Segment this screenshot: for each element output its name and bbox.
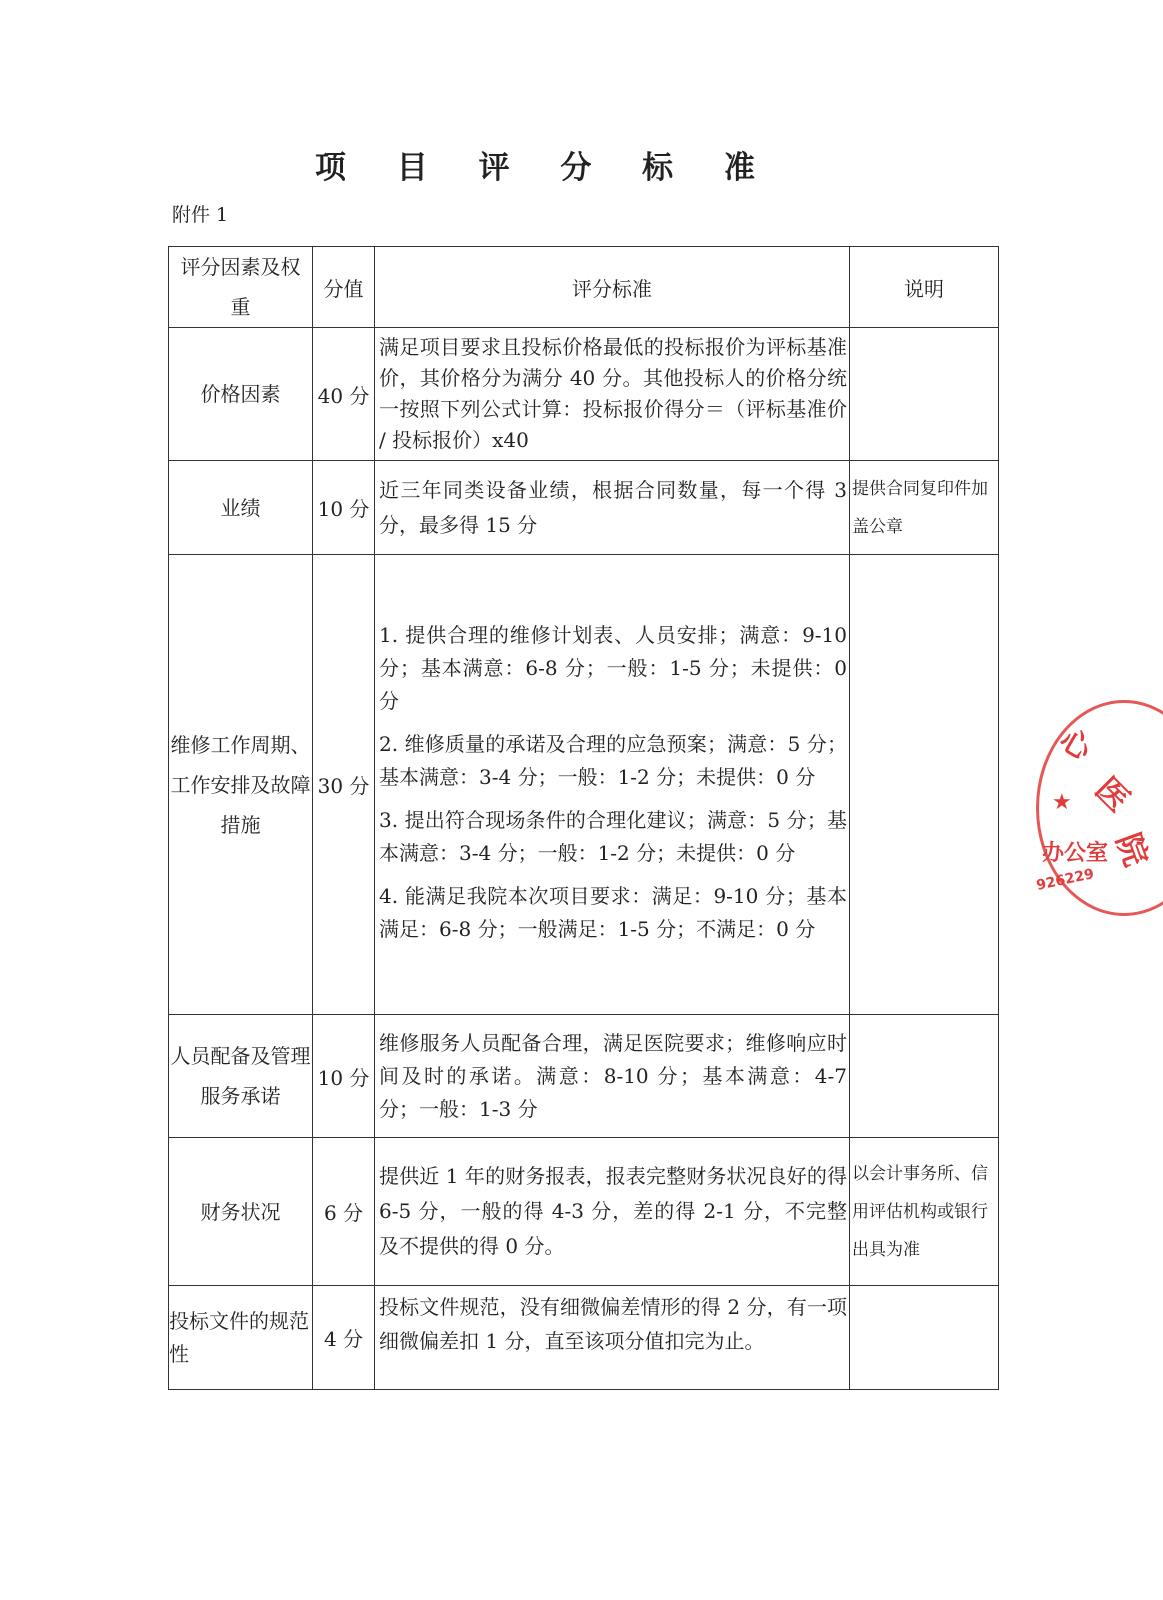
row-factor: 业绩 bbox=[169, 461, 313, 555]
seal-char: 心 bbox=[1053, 722, 1097, 768]
row-criteria: 近三年同类设备业绩，根据合同数量，每一个得 3 分，最多得 15 分 bbox=[375, 461, 850, 555]
row-note bbox=[850, 1286, 999, 1390]
table-row bbox=[169, 1138, 999, 1286]
seal-office-text: 办公室 bbox=[1042, 841, 1109, 866]
row-score: 40 分 bbox=[313, 328, 375, 461]
header-row bbox=[169, 247, 999, 328]
row-note: 提供合同复印件加盖公章 bbox=[850, 461, 999, 555]
header-factor: 评分因素及权重 bbox=[169, 247, 313, 328]
criteria-item: 4. 能满足我院本次项目要求：满足：9-10 分；基本满足：6-8 分；一般满足：1-5 分；不满足：0 分 bbox=[379, 884, 847, 941]
header-score: 分值 bbox=[313, 247, 375, 328]
criteria-item: 1. 提供合理的维修计划表、人员安排；满意：9-10 分；基本满意：6-8 分；一般：1-5 分；未提供：0 分 bbox=[379, 623, 847, 713]
seal-char: 院 bbox=[1108, 828, 1156, 872]
seal-code: 926229 bbox=[1034, 866, 1096, 894]
scoring-table bbox=[168, 246, 999, 1390]
row-note bbox=[850, 328, 999, 461]
header-note: 说明 bbox=[850, 247, 999, 328]
row-score: 4 分 bbox=[313, 1286, 375, 1390]
row-factor: 价格因素 bbox=[169, 328, 313, 461]
attachment-label: 附件 1 bbox=[172, 204, 229, 226]
row-note bbox=[850, 1015, 999, 1138]
row-score: 10 分 bbox=[313, 461, 375, 555]
row-criteria: 满足项目要求且投标价格最低的投标报价为评标基准价，其价格分为满分 40 分。其他投标人的价格分统一按照下列公式计算：投标报价得分＝（评标基准价 / 投标报价）x40 bbox=[375, 328, 850, 461]
row-factor: 人员配备及管理服务承诺 bbox=[169, 1015, 313, 1138]
row-score: 6 分 bbox=[313, 1138, 375, 1286]
row-note: 以会计事务所、信用评估机构或银行出具为准 bbox=[850, 1138, 999, 1286]
row-criteria-list bbox=[375, 555, 850, 1015]
row-criteria: 维修服务人员配备合理，满足医院要求；维修响应时间及时的承诺。满意：8-10 分；基本满意：4-7 分；一般：1-3 分 bbox=[375, 1015, 850, 1138]
row-note bbox=[850, 555, 999, 1015]
criteria-item: 3. 提出符合现场条件的合理化建议；满意：5 分；基本满意：3-4 分；一般：1-2 分；未提供：0 分 bbox=[379, 808, 847, 865]
table-row bbox=[169, 555, 999, 1015]
document-title: 项 目 评 分 标 准 bbox=[315, 150, 775, 186]
table-row bbox=[169, 328, 999, 461]
row-factor: 维修工作周期、工作安排及故障措施 bbox=[169, 555, 313, 1015]
row-score: 10 分 bbox=[313, 1015, 375, 1138]
table-row bbox=[169, 1286, 999, 1390]
row-score: 30 分 bbox=[313, 555, 375, 1015]
row-criteria: 投标文件规范，没有细微偏差情形的得 2 分，有一项细微偏差扣 1 分，直至该项分值扣完为止。 bbox=[375, 1286, 850, 1390]
row-factor: 投标文件的规范性 bbox=[169, 1286, 313, 1390]
header-criteria: 评分标准 bbox=[375, 247, 850, 328]
criteria-item: 2. 维修质量的承诺及合理的应急预案；满意：5 分；基本满意：3-4 分；一般：1-2 分；未提供：0 分 bbox=[379, 732, 847, 789]
table-row bbox=[169, 461, 999, 555]
row-criteria: 提供近 1 年的财务报表，报表完整财务状况良好的得 6-5 分，一般的得 4-3 分，差的得 2-1 分，不完整及不提供的得 0 分。 bbox=[375, 1138, 850, 1286]
table-row bbox=[169, 1015, 999, 1138]
seal-char: 医 bbox=[1087, 769, 1138, 820]
seal-star-icon: ★ bbox=[1052, 790, 1072, 815]
row-factor: 财务状况 bbox=[169, 1138, 313, 1286]
